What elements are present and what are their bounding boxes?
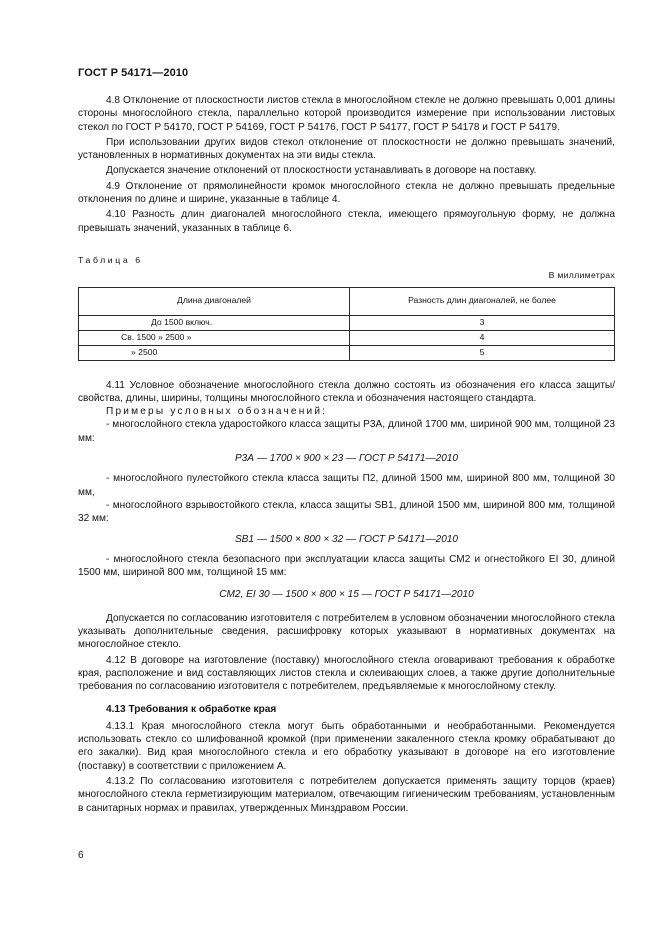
table-cell: 4 bbox=[350, 330, 615, 345]
document-body bbox=[78, 94, 615, 815]
paragraph-4-13-2: 4.13.2 По согласованию изготовителя с потребителем допускается применять защиту торцов (краев) многослойного стекла герметизирующим материалом, отвечающим гигиеническим требованиям, установленным в санитарных нормах и правилах, утвержденных Минздравом России. bbox=[78, 775, 615, 814]
paragraph-4-8-c: Допускается значение отклонений от плоскостности устанавливать в договоре на поставку. bbox=[106, 165, 537, 177]
table-cell: » 2500 bbox=[79, 345, 350, 360]
table-unit: В миллиметрах bbox=[548, 270, 615, 281]
table-caption: Таблица 6 bbox=[78, 254, 143, 265]
diagonal-table bbox=[78, 287, 615, 361]
paragraph-4-8: 4.8 Отклонение от плоскостности листов стекла в многослойном стекле не должно превышать 0,001 длины стороны многослойного стекла, параллельно которой производится измерение при использовании листовых стекол по ГОСТ Р 54170, ГОСТ Р 54169, ГОСТ Р 54176, ГОСТ Р 54177, ГОСТ Р 54178 и ГОСТ Р 54179. bbox=[78, 95, 615, 133]
paragraph-4-13-1: 4.13.1 Края многослойного стекла могут быть обработанными и необработанными. Рекомендуется использовать стекло со шлифованной кромкой (при применении закаленного стекла кромку обрабатывают до его закалки). Вид края многослойного стекла и его обработку указывают в договоре на его изготовление (поставку) в соответствии с приложением А. bbox=[78, 720, 615, 772]
example-3: - многослойного взрывостойкого стекла, класса защиты SB1, длиной 1500 мм, шириной 800 мм, толщиной 32 мм: bbox=[78, 499, 615, 525]
table-cell: 3 bbox=[350, 315, 615, 330]
examples-title: Примеры условных обозначений: bbox=[106, 406, 328, 418]
example-2: - многослойного пулестойкого стекла класса защиты П2, длиной 1500 мм, шириной 800 мм, толщиной 30 мм, bbox=[78, 473, 615, 498]
table-cell: 5 bbox=[350, 345, 615, 360]
paragraph-4-12: 4.12 В договоре на изготовление (поставку) многослойного стекла оговаривают требования к обработке края, расположение и вид составляющих листов стекла и склеивающих слоев, а также другие дополнительные требования по согласованию изготовителя с потребителем, предъявляемые к многослойному стеклу. bbox=[78, 654, 615, 693]
table-row bbox=[79, 345, 615, 360]
example-1: - многослойного стекла ударостойкого класса защиты Р3А, длиной 1700 мм, шириной 900 мм, толщиной 23 мм: bbox=[78, 419, 615, 444]
section-heading-4-13: 4.13 Требования к обработке края bbox=[106, 703, 277, 715]
example-4: - многослойного стекла безопасного при эксплуатации класса защиты СМ2 и огнестойкого EI 30, длиной 1500 мм, шириной 800 мм, толщиной 15 мм: bbox=[78, 553, 615, 579]
paragraph-4-11: 4.11 Условное обозначение многослойного стекла должно состоять из обозначения его класса защиты/свойства, длины, ширины, толщины многослойного стекла и обозначения настоящего стандарта. bbox=[78, 379, 615, 404]
table-row bbox=[79, 315, 615, 330]
document-header: ГОСТ Р 54171—2010 bbox=[78, 67, 189, 79]
paragraph-4-9: 4.9 Отклонение от прямолинейности кромок многослойного стекла не должно превышать предельные отклонения по длине и ширине, указанные в таблице 4. bbox=[78, 180, 615, 206]
table-header-cell: Длина диагоналей bbox=[79, 287, 350, 315]
table-cell: До 1500 включ. bbox=[79, 315, 350, 330]
paragraph-4-10: 4.10 Разность длин диагоналей многослойного стекла, имеющего прямоугольную форму, не должна превышать значений, указанных в таблице 6. bbox=[78, 209, 615, 234]
table-header-row bbox=[79, 287, 615, 315]
formula-2: SB1 — 1500 × 800 × 32 — ГОСТ Р 54171—2010 bbox=[234, 533, 459, 545]
table-cell: Св. 1500 » 2500 » bbox=[79, 330, 350, 345]
table-header-cell: Разность длин диагоналей, не более bbox=[350, 287, 615, 315]
paragraph-4-11-b: Допускается по согласованию изготовителя с потребителем в условном обозначении многослойного стекла указывать дополнительные сведения, расшифровку которых указывают в нормативных документах на многослойное стекло. bbox=[78, 612, 615, 651]
paragraph-4-8-b: При использовании других видов стекол отклонение от плоскостности не должно превышать значений, установленных в нормативных документах на эти виды стекла. bbox=[78, 136, 615, 162]
formula-1: Р3А — 1700 × 900 × 23 — ГОСТ Р 54171—2010 bbox=[234, 453, 459, 465]
formula-3: СМ2, EI 30 — 1500 × 800 × 15 — ГОСТ Р 54171—2010 bbox=[219, 589, 474, 601]
table-row bbox=[79, 330, 615, 345]
page-number: 6 bbox=[78, 850, 84, 861]
